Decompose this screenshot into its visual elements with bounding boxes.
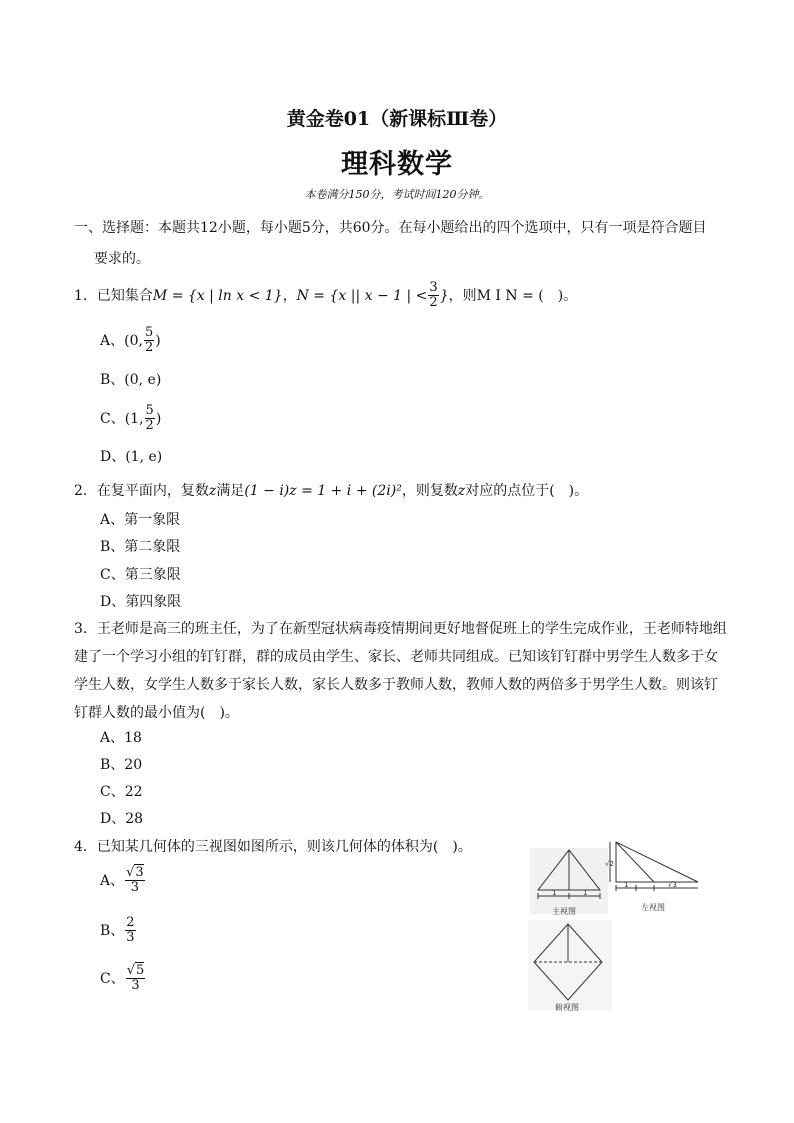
- q1-option-b[interactable]: B、(0, e): [100, 372, 162, 388]
- q1-c-post: ): [155, 410, 162, 427]
- exam-note: 本卷满分150分，考试时间120分钟。: [304, 188, 490, 201]
- q1-option-a[interactable]: [100, 326, 161, 356]
- q1-a-post: ): [155, 332, 161, 349]
- q1-a-fraction: [144, 326, 154, 356]
- q4-c-num-wrap: √5: [126, 963, 145, 978]
- side-dim-height: √2: [605, 860, 614, 868]
- q1-c-num: 5: [145, 403, 154, 418]
- q2-option-c[interactable]: C、第三象限: [100, 567, 181, 583]
- question-1: [74, 281, 577, 311]
- q1-fraction: [428, 281, 438, 311]
- q3-option-d[interactable]: D、28: [100, 811, 144, 827]
- q3-option-c[interactable]: C、22: [100, 784, 143, 800]
- question-3-line-3: 学生人数，女学生人数多于家长人数，家长人数多于教师人数，教师人数的两倍多于男学生人数。则该钉: [74, 677, 718, 693]
- front-view-label: 主视图: [552, 907, 576, 916]
- q4-option-c[interactable]: [100, 964, 146, 994]
- question-2: [74, 480, 588, 500]
- q1-option-c[interactable]: [100, 404, 161, 434]
- side-dim-sqrt3: √3: [668, 881, 677, 889]
- question-3-line-2: 建了一个学习小组的钉钉群，群的成员由学生、家长、老师共同组成。已知该钉钉群中男学生人数多于女: [74, 649, 718, 665]
- q1-c-pre: (1,: [124, 410, 144, 427]
- q2-text-pre: 2．在复平面内，复数: [74, 483, 209, 499]
- q1-frac-num: 3: [429, 280, 438, 295]
- q4-a-label: A、: [100, 872, 125, 889]
- q3-option-b[interactable]: B、20: [100, 757, 143, 773]
- q1-a-label: A、: [100, 332, 125, 349]
- q4-a-num: 3: [135, 865, 144, 880]
- q2-option-d[interactable]: D、第四象限: [100, 594, 182, 610]
- q1-c-den: 2: [145, 418, 154, 434]
- question-3-line-1: 3．王老师是高三的班主任，为了在新型冠状病毒疫情期间更好地督促班上的学生完成作业，王老师特地组: [74, 621, 727, 637]
- q2-z2: z: [457, 483, 466, 499]
- top-view: [528, 920, 612, 1010]
- q1-set-n-close: }: [439, 287, 449, 304]
- section-instruction-cont: 要求的。: [94, 251, 150, 267]
- q2-z: z: [208, 483, 217, 499]
- q1-a-num: 5: [144, 325, 154, 340]
- q1-comma: ，: [282, 287, 297, 304]
- front-dim-right: 1: [583, 889, 588, 897]
- q2-text-mid2: ，则复数: [401, 483, 458, 499]
- side-dim-1: 1: [624, 881, 629, 889]
- q4-b-label: B、: [100, 922, 125, 939]
- q4-c-label: C、: [100, 970, 125, 987]
- q4-a-den: 3: [130, 880, 140, 896]
- q4-c-num: 5: [136, 963, 145, 978]
- q1-c-fraction: [145, 404, 155, 434]
- q4-option-a[interactable]: [100, 866, 146, 896]
- q4-a-fraction: [125, 866, 145, 896]
- q1-frac-den: 2: [429, 295, 438, 311]
- q4-c-fraction: [126, 964, 146, 994]
- q2-text-post: 对应的点位于( )。: [465, 483, 589, 499]
- q1-option-d[interactable]: D、(1, e): [100, 449, 163, 465]
- q2-option-a[interactable]: A、第一象限: [100, 512, 181, 528]
- q4-b-den: 3: [126, 930, 135, 946]
- q1-a-pre: (0,: [124, 332, 143, 349]
- question-4: 4．已知某几何体的三视图如图所示，则该几何体的体积为( )。: [74, 839, 472, 855]
- section-instruction: 一、选择题：本题共12小题，每小题5分，共60分。在每小题给出的四个选项中，只有一项是符合题目: [74, 220, 707, 236]
- q1-set-n: N = {x || x − 1 | <: [296, 287, 428, 304]
- q4-b-num: 2: [126, 915, 135, 930]
- subject-title: 理科数学: [341, 149, 453, 180]
- top-view-label: 俯视图: [555, 1003, 579, 1012]
- three-view-figure: [526, 836, 706, 1014]
- side-view-label: 左视图: [641, 903, 665, 912]
- front-view: [530, 848, 608, 914]
- q4-option-b[interactable]: [100, 916, 137, 946]
- front-dim-left: 1: [552, 889, 557, 897]
- question-3-line-4: 钉群人数的最小值为( )。: [74, 705, 239, 721]
- q1-set-m: M = {x | ln x < 1}: [152, 287, 283, 304]
- q2-option-b[interactable]: B、第二象限: [100, 539, 181, 555]
- q1-number: 1．已知集合: [74, 287, 153, 304]
- q3-option-a[interactable]: A、18: [100, 730, 142, 746]
- q4-c-den: 3: [131, 978, 140, 994]
- q1-tail: ，则M I N = ( )。: [448, 287, 578, 304]
- exam-title: 黄金卷01（新课标Ⅲ卷）: [286, 108, 508, 130]
- q4-a-num-wrap: √3: [126, 865, 144, 880]
- q2-text-mid: 满足: [216, 483, 245, 499]
- q4-b-fraction: [125, 916, 135, 946]
- q1-c-label: C、: [100, 410, 125, 427]
- q2-equation: (1 − i)z = 1 + i + (2i)²: [244, 483, 402, 499]
- q1-a-den: 2: [144, 340, 154, 356]
